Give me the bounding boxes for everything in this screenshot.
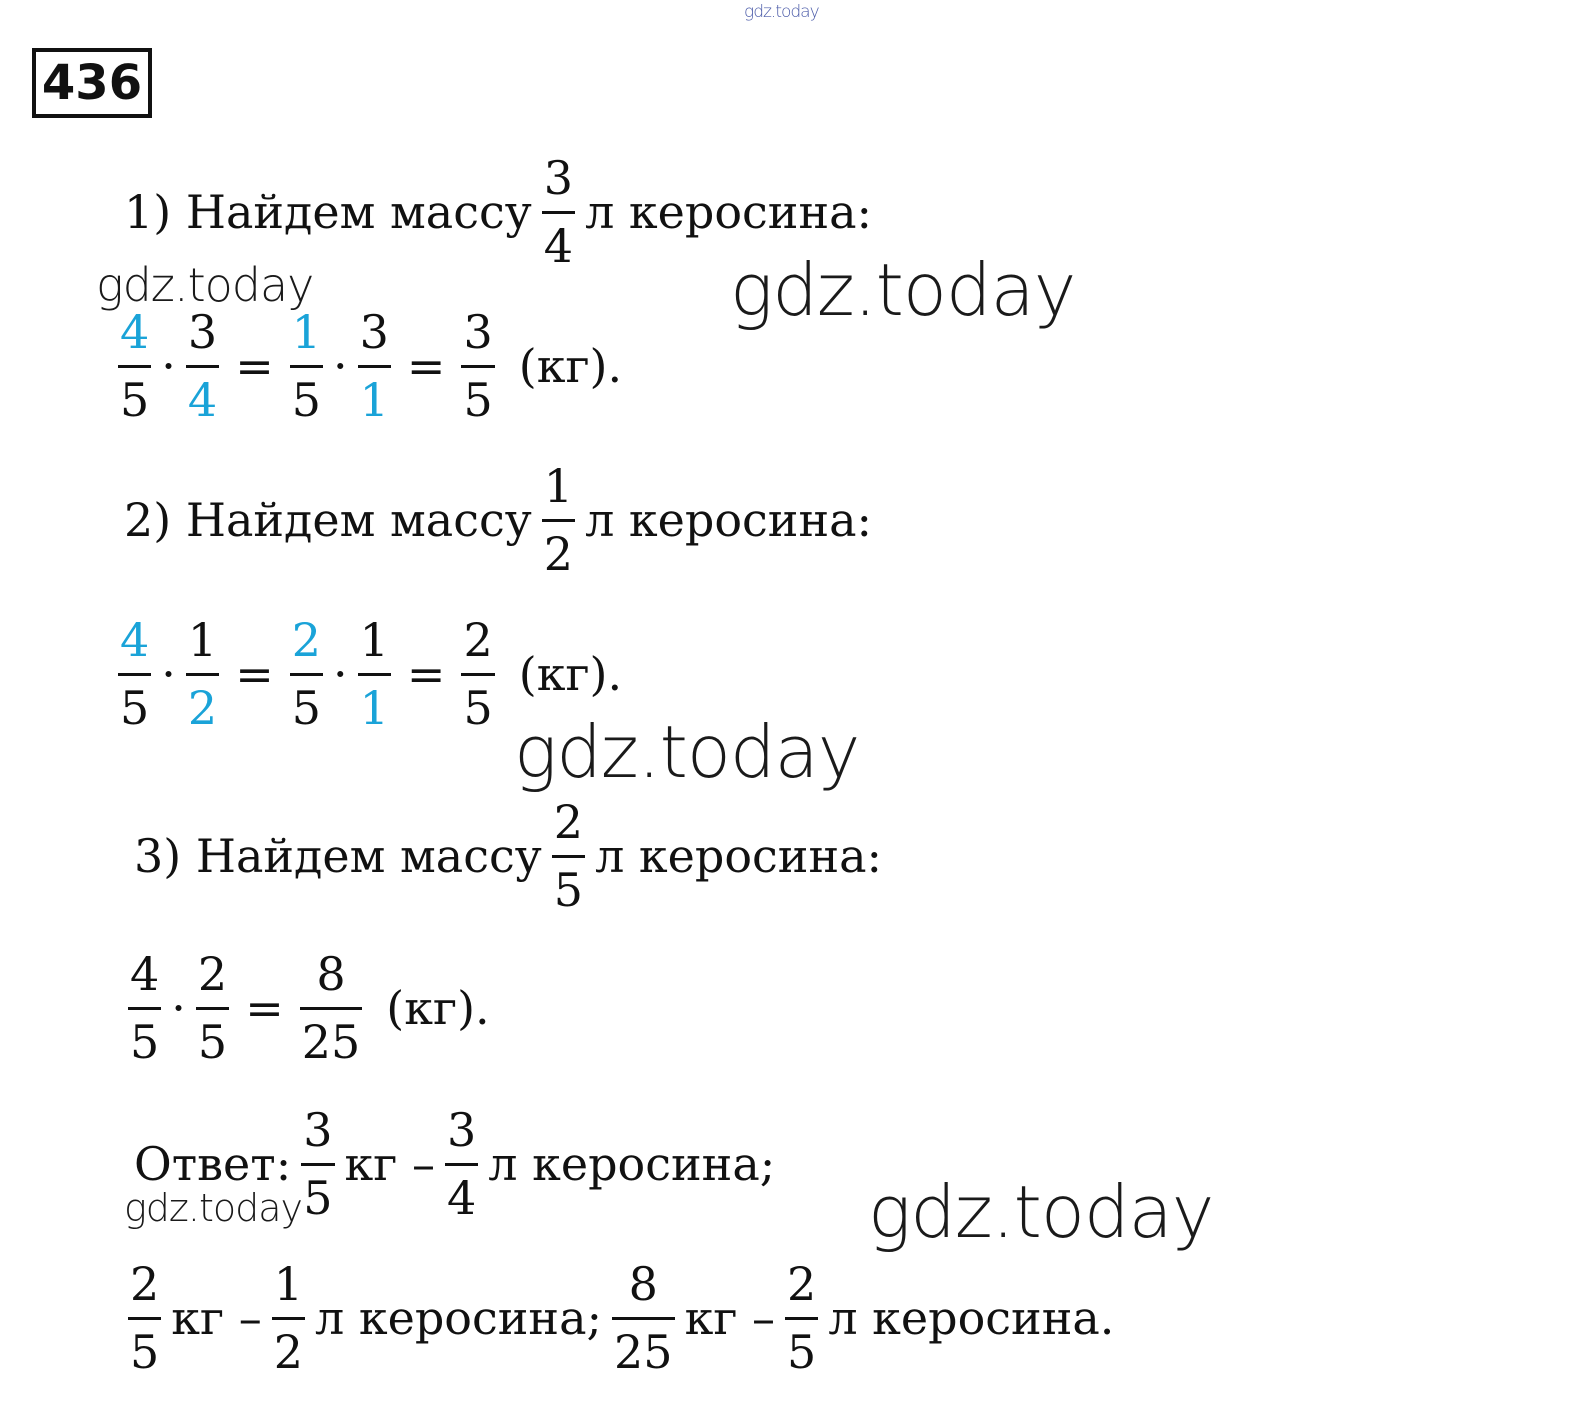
fraction-bar [128, 1317, 161, 1320]
denominator: 25 [301, 1014, 361, 1069]
step3-tail: л керосина: [595, 829, 883, 884]
fraction [118, 614, 151, 735]
denominator: 5 [553, 862, 584, 917]
fraction-bar [186, 365, 219, 368]
watermark: gdz.today [868, 1170, 1214, 1254]
fraction-bar [542, 211, 575, 214]
fraction [272, 1258, 305, 1379]
numerator: 2 [291, 613, 322, 667]
multiply-sign: · [171, 981, 186, 1036]
denominator: 25 [614, 1324, 673, 1379]
numerator: 4 [120, 305, 150, 359]
fraction-bar [118, 365, 151, 368]
watermark: gdz.today [124, 1186, 302, 1230]
equals-sign: = [406, 339, 446, 394]
denominator: 1 [359, 680, 389, 735]
fraction-bar [552, 855, 585, 858]
unit-label: (кг). [518, 339, 623, 394]
numerator: 1 [359, 613, 389, 667]
answer-label: Ответ: [134, 1137, 292, 1192]
fraction-bar [461, 365, 494, 368]
fraction-bar [301, 1163, 334, 1166]
numerator: 3 [359, 305, 389, 359]
fraction [461, 306, 494, 427]
fraction-bar [290, 673, 323, 676]
numerator: 2 [553, 795, 584, 849]
step1-equation [112, 306, 626, 427]
denominator: 4 [543, 218, 574, 273]
denominator: 5 [120, 680, 150, 735]
numerator: 1 [273, 1257, 304, 1311]
fraction [358, 614, 391, 735]
denominator: 5 [130, 1324, 160, 1379]
kg-label: кг – [171, 1291, 262, 1346]
numerator: 3 [187, 305, 218, 359]
denominator: 2 [187, 680, 218, 735]
denominator: 2 [543, 526, 574, 581]
fraction [300, 948, 363, 1069]
step3-label: 3) Найдем массу [134, 829, 542, 884]
fraction-bar [290, 365, 323, 368]
fraction [461, 614, 494, 735]
fraction-bar [612, 1317, 675, 1320]
fraction [358, 306, 391, 427]
step3-equation [122, 948, 494, 1069]
fraction [186, 306, 219, 427]
numerator: 4 [130, 947, 160, 1001]
denominator: 5 [130, 1014, 160, 1069]
denominator: 5 [291, 372, 322, 427]
fraction [118, 306, 151, 427]
denominator: 5 [303, 1170, 333, 1225]
fraction-bar [542, 519, 575, 522]
step1-label: 1) Найдем массу [124, 185, 532, 240]
fraction-bar [128, 1007, 161, 1010]
fraction-bar [358, 365, 391, 368]
numerator: 3 [463, 305, 493, 359]
fraction [128, 1258, 161, 1379]
step3-fraction [552, 796, 585, 917]
numerator: 3 [543, 151, 574, 205]
fraction-bar [445, 1163, 478, 1166]
answer-tail: л керосина; [315, 1291, 603, 1346]
fraction-bar [785, 1317, 818, 1320]
equals-sign: = [245, 981, 284, 1036]
fraction [445, 1104, 478, 1225]
multiply-sign: · [333, 647, 348, 702]
answer-tail: л керосина. [828, 1291, 1115, 1346]
numerator: 1 [187, 613, 218, 667]
equals-sign: = [406, 647, 446, 702]
unit-label: (кг). [386, 981, 490, 1036]
numerator: 8 [628, 1257, 658, 1311]
denominator: 4 [187, 372, 218, 427]
fraction-bar [358, 673, 391, 676]
unit-label: (кг). [518, 647, 623, 702]
multiply-sign: · [333, 339, 348, 394]
fraction [196, 948, 229, 1069]
numerator: 2 [463, 613, 493, 667]
step1-tail: л керосина: [585, 185, 873, 240]
step2-heading [120, 460, 876, 581]
header-watermark: gdz.today [744, 2, 819, 22]
answer-tail: л керосина; [488, 1137, 776, 1192]
step3-heading [130, 796, 886, 917]
denominator: 5 [197, 1014, 228, 1069]
kg-label: кг – [684, 1291, 776, 1346]
denominator: 4 [447, 1170, 477, 1225]
equals-sign: = [235, 647, 274, 702]
denominator: 5 [463, 372, 493, 427]
equals-sign: = [235, 339, 274, 394]
denominator: 1 [359, 372, 389, 427]
numerator: 8 [316, 947, 346, 1001]
fraction-bar [118, 673, 151, 676]
fraction-bar [272, 1317, 305, 1320]
denominator: 5 [120, 372, 150, 427]
denominator: 5 [291, 680, 322, 735]
fraction-bar [196, 1007, 229, 1010]
numerator: 1 [543, 459, 574, 513]
numerator: 2 [130, 1257, 160, 1311]
fraction [612, 1258, 675, 1379]
numerator: 1 [291, 305, 322, 359]
numerator: 3 [447, 1103, 477, 1157]
step2-fraction [542, 460, 575, 581]
fraction [290, 614, 323, 735]
problem-number: 436 [32, 48, 152, 118]
fraction-bar [186, 673, 219, 676]
numerator: 2 [197, 947, 228, 1001]
fraction [290, 306, 323, 427]
denominator: 2 [273, 1324, 304, 1379]
kg-label: кг – [344, 1137, 435, 1192]
watermark: gdz.today [514, 710, 860, 794]
watermark: gdz.today [96, 258, 314, 312]
fraction [301, 1104, 334, 1225]
fraction-bar [461, 673, 494, 676]
fraction [186, 614, 219, 735]
fraction [128, 948, 161, 1069]
answer-line-2 [122, 1258, 1118, 1379]
step1-fraction [542, 152, 575, 273]
fraction [785, 1258, 818, 1379]
denominator: 5 [463, 680, 493, 735]
numerator: 4 [120, 613, 150, 667]
fraction-bar [300, 1007, 363, 1010]
numerator: 3 [303, 1103, 333, 1157]
numerator: 2 [787, 1257, 817, 1311]
multiply-sign: · [161, 339, 176, 394]
denominator: 5 [787, 1324, 817, 1379]
step2-tail: л керосина: [585, 493, 873, 548]
multiply-sign: · [161, 647, 176, 702]
watermark: gdz.today [730, 248, 1076, 332]
step2-label: 2) Найдем массу [124, 493, 532, 548]
